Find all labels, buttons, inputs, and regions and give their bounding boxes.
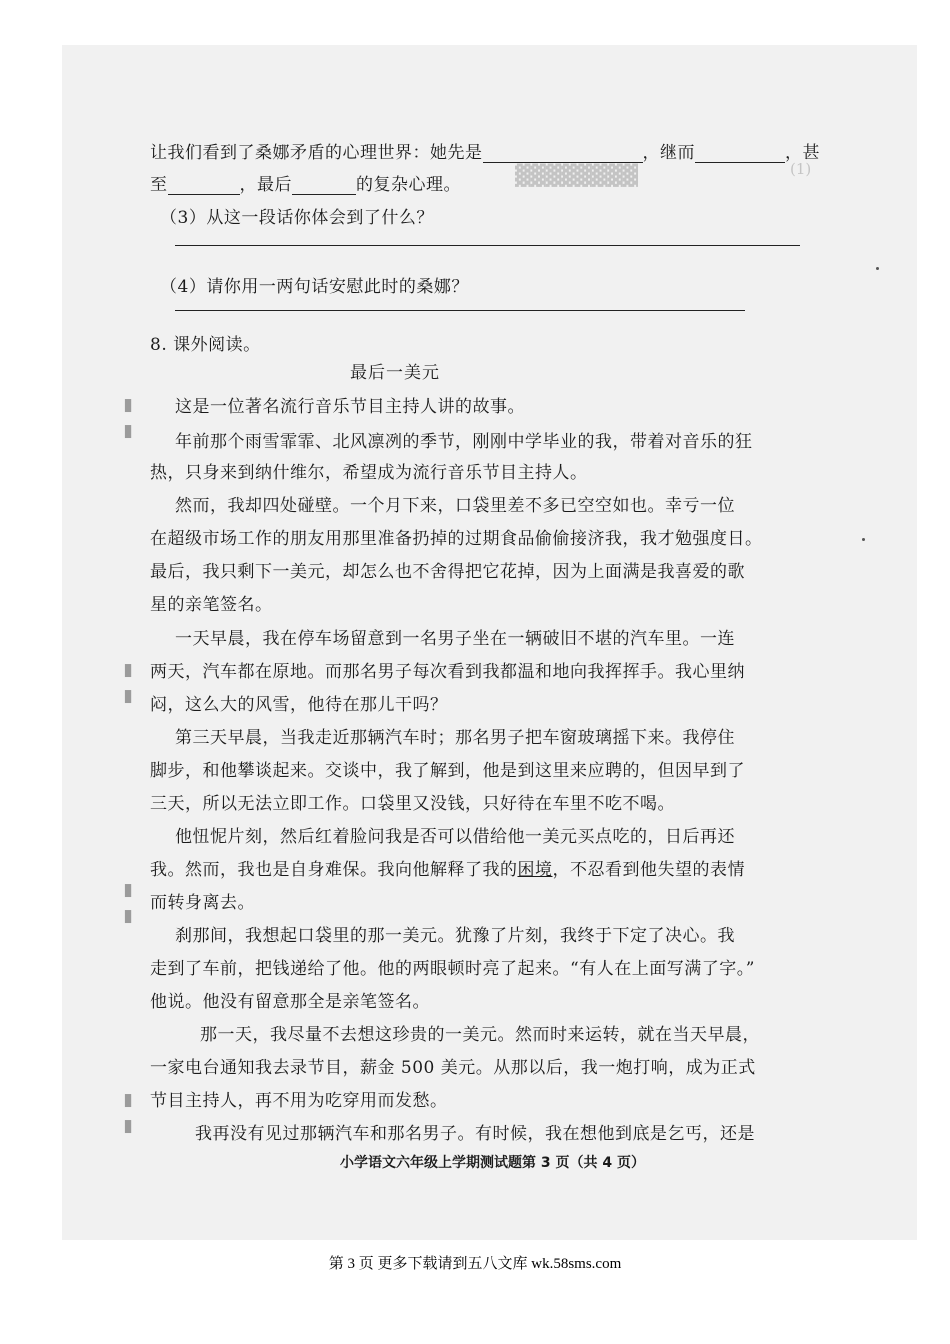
continuation-line-2 [150, 170, 461, 195]
story-text: 我。然而，我也是自身难保。我向他解释了我的 [150, 860, 518, 880]
story-line: 一家电台通知我去录节目，薪金 500 美元。从那以后，我一炮打响，成为正式 [150, 1058, 756, 1078]
story-line: 走到了车前，把钱递给了他。他的两眼顿时亮了起来。“有人在上面写满了字。” [150, 959, 755, 979]
story-line: 脚步，和他攀谈起来。交谈中，我了解到，他是到这里来应聘的，但因早到了 [150, 761, 745, 781]
story-line: 节目主持人，再不用为吃穿用而发愁。 [150, 1091, 448, 1111]
story-line: 然而，我却四处碰壁。一个月下来，口袋里差不多已空空如也。幸亏一位 [175, 496, 735, 516]
answer-line-q4[interactable] [175, 310, 745, 311]
fill-blank[interactable] [483, 144, 643, 163]
story-line: 他忸怩片刻，然后红着脸问我是否可以借给他一美元买点吃的，日后再还 [175, 827, 735, 847]
story-line: 闷，这么大的风雪，他待在那儿干吗？ [150, 695, 448, 715]
continuation-even: ，甚 [785, 143, 820, 163]
section-8-heading: 8. 课外阅读。 [150, 335, 261, 355]
story-line: 第三天早晨，当我走近那辆汽车时；那名男子把车窗玻璃摇下来。我停住 [175, 728, 735, 748]
binding-margin-label: ▮▮ [118, 1090, 138, 1142]
story-text: ，不忍看到他失望的表情 [552, 860, 745, 880]
line2-start: 至 [150, 175, 168, 195]
story-title: 最后一美元 [350, 363, 440, 383]
story-line-with-underline [150, 855, 745, 880]
binding-margin-label: ▮▮ [118, 880, 138, 932]
answer-line-q3[interactable] [175, 245, 800, 246]
bleed-through-text: (1) [790, 160, 812, 178]
story-line: 而转身离去。 [150, 893, 255, 913]
story-line: 刹那间，我想起口袋里的那一美元。犹豫了片刻，我终于下定了决心。我 [175, 926, 735, 946]
story-line: 这是一位著名流行音乐节目主持人讲的故事。 [175, 397, 525, 417]
story-line: 年前那个雨雪霏霏、北风凛冽的季节，刚刚中学毕业的我，带着对音乐的狂 [175, 432, 753, 452]
line2-finally: ，最后 [239, 175, 292, 195]
line2-end: 的复杂心理。 [356, 175, 461, 195]
binding-margin-label: ▮▮ [118, 660, 138, 712]
bleed-through-text: ▓▓▓▓▓▓▓▓ [515, 163, 639, 187]
underlined-word: 困境 [517, 860, 553, 880]
story-line: 那一天，我尽量不去想这珍贵的一美元。然而时来运转，就在当天早晨， [200, 1025, 760, 1045]
download-banner[interactable]: 第 3 页 更多下载请到五八文库 wk.58sms.com [328, 1256, 622, 1272]
story-line: 一天早晨，我在停车场留意到一名男子坐在一辆破旧不堪的汽车里。一连 [175, 629, 735, 649]
story-line: 他说。他没有留意那全是亲笔签名。 [150, 992, 430, 1012]
story-line: 两天，汽车都在原地。而那名男子每次看到我都温和地向我挥挥手。我心里纳 [150, 662, 745, 682]
continuation-line [150, 138, 820, 163]
story-line: 我再没有见过那辆汽车和那名男子。有时候，我在想他到底是乞丐，还是 [195, 1124, 755, 1144]
question-4: （4）请你用一两句话安慰此时的桑娜？ [160, 277, 469, 297]
story-line: 热，只身来到纳什维尔，希望成为流行音乐节目主持人。 [150, 463, 588, 483]
page-footer: 小学语文六年级上学期测试题第 3 页（共 4 页） [340, 1155, 645, 1171]
question-3: （3）从这一段话你体会到了什么？ [160, 208, 434, 228]
continuation-then: ，继而 [642, 143, 695, 163]
story-line: 三天，所以无法立即工作。口袋里又没钱，只好待在车里不吃不喝。 [150, 794, 675, 814]
fill-blank[interactable] [168, 176, 240, 195]
story-line: 最后，我只剩下一美元，却怎么也不舍得把它花掉，因为上面满是我喜爱的歌 [150, 562, 745, 582]
story-line: 星的亲笔签名。 [150, 595, 273, 615]
continuation-text: 让我们看到了桑娜矛盾的心理世界：她先是 [150, 143, 483, 163]
fill-blank[interactable] [695, 144, 785, 163]
fill-blank[interactable] [292, 176, 356, 195]
binding-margin-label: ▮▮ [118, 395, 138, 447]
story-line: 在超级市场工作的朋友用那里准备扔掉的过期食品偷偷接济我，我才勉强度日。 [150, 529, 763, 549]
